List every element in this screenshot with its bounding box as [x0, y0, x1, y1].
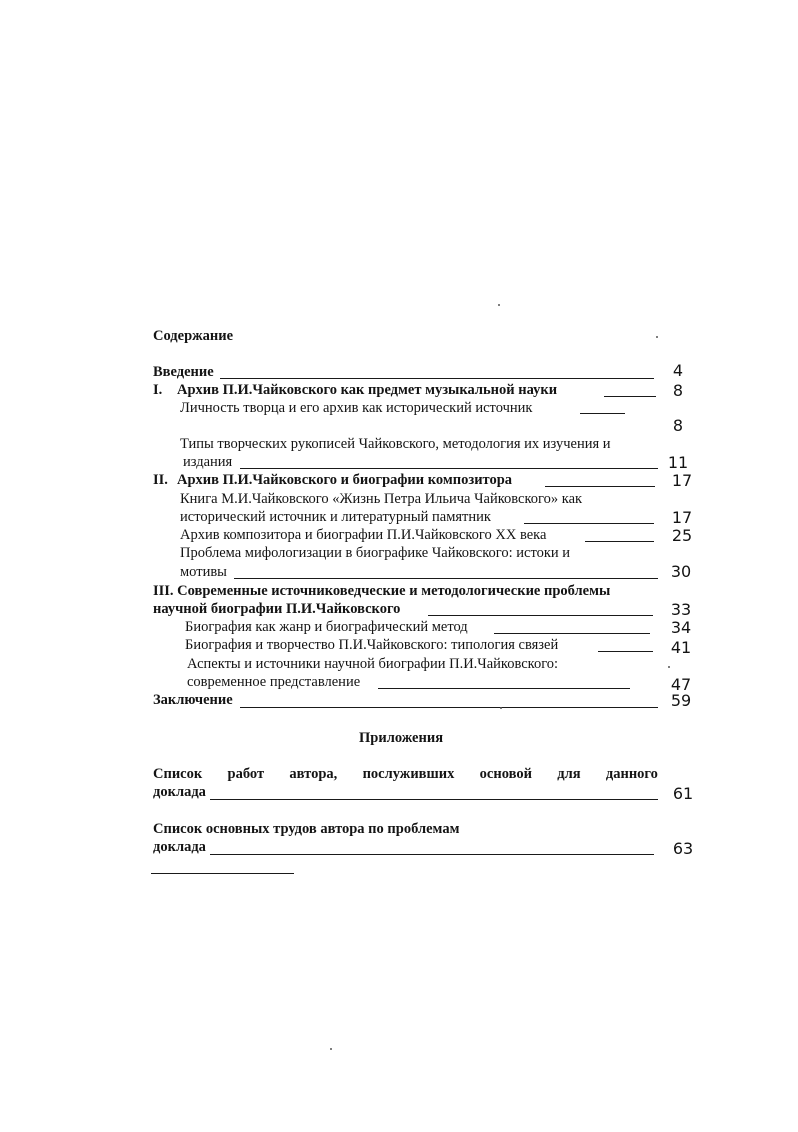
- scan-speck: [498, 304, 500, 306]
- toc-app1-line1: [153, 766, 658, 783]
- toc-ch2-s3-page: 30: [670, 562, 692, 581]
- toc-ch2-num: II.: [153, 472, 168, 488]
- leader-line: [494, 633, 650, 634]
- toc-ch1-num: I.: [153, 382, 163, 398]
- leader-line: [604, 396, 656, 397]
- toc-ch1-s1-page: 8: [672, 416, 684, 435]
- toc-app1-line2: доклада: [153, 784, 206, 800]
- word: Список: [153, 766, 203, 782]
- toc-conclusion-page: 59: [670, 691, 692, 710]
- toc-ch3-line2: научной биографии П.И.Чайковского: [153, 601, 401, 617]
- toc-ch1-label: Архив П.И.Чайковского как предмет музыкальной науки: [177, 382, 558, 398]
- toc-app2-line1: Список основных трудов автора по проблемам: [153, 821, 460, 837]
- toc-ch1-s1-label: Личность творца и его архив как исторический источник: [180, 400, 533, 416]
- scan-speck: [500, 707, 502, 709]
- toc-ch3-line1: III. Современные источниковедческие и методологические проблемы: [153, 583, 611, 599]
- toc-ch3-s3-page: 47: [670, 675, 692, 694]
- leader-line: [545, 486, 655, 487]
- word: работ: [227, 766, 265, 782]
- toc-ch2-s3-line2: мотивы: [180, 564, 227, 580]
- toc-ch3-page: 33: [670, 600, 692, 619]
- leader-line: [598, 651, 653, 652]
- toc-ch3-s3-line2: современное представление: [187, 674, 361, 690]
- leader-line: [524, 523, 654, 524]
- toc-ch2-s1-page: 17: [671, 508, 693, 527]
- toc-app2-page: 63: [672, 839, 694, 858]
- word: данного: [605, 766, 658, 782]
- toc-ch1-s2-line2: издания: [183, 454, 233, 470]
- leader-line: [210, 799, 658, 800]
- toc-ch1-s2-page: 11: [667, 453, 689, 472]
- word: основой: [479, 766, 532, 782]
- toc-ch2-page: 17: [671, 471, 693, 490]
- toc-title: Содержание: [153, 328, 234, 344]
- toc-ch3-s2-label: Биография и творчество П.И.Чайковского: типология связей: [185, 637, 559, 653]
- leader-line: [234, 578, 658, 579]
- toc-ch3-s1-page: 34: [670, 618, 692, 637]
- scan-speck: [668, 666, 670, 668]
- toc-app2-line2: доклада: [153, 839, 206, 855]
- toc-ch3-s2-page: 41: [670, 638, 692, 657]
- toc-ch2-s1-line1: Книга М.И.Чайковского «Жизнь Петра Ильича Чайковского» как: [180, 491, 583, 507]
- word: автора,: [289, 766, 338, 782]
- toc-intro-label: Введение: [153, 364, 214, 380]
- toc-app1-page: 61: [672, 784, 694, 803]
- leader-line: [580, 413, 625, 414]
- word: послуживших: [362, 766, 455, 782]
- scan-speck: [330, 1048, 332, 1050]
- toc-ch2-s2-page: 25: [671, 526, 693, 545]
- toc-ch2-label: Архив П.И.Чайковского и биографии композитора: [177, 472, 513, 488]
- footnote-rule: [151, 873, 294, 874]
- leader-line: [210, 854, 654, 855]
- word: для: [557, 766, 581, 782]
- toc-ch1-s2-line1: Типы творческих рукописей Чайковского, методология их изучения и: [180, 436, 611, 452]
- toc-ch2-s1-line2: исторический источник и литературный памятник: [180, 509, 491, 525]
- toc-conclusion-label: Заключение: [153, 692, 233, 708]
- leader-line: [428, 615, 653, 616]
- leader-line: [240, 468, 658, 469]
- toc-intro-page: 4: [672, 361, 684, 380]
- toc-ch3-s3-line1: Аспекты и источники научной биографии П.И.Чайковского:: [187, 656, 559, 672]
- toc-ch1-page: 8: [672, 381, 684, 400]
- toc-ch2-s2-label: Архив композитора и биографии П.И.Чайковского XX века: [180, 527, 547, 543]
- leader-line: [378, 688, 630, 689]
- toc-ch2-s3-line1: Проблема мифологизации в биографике Чайковского: истоки и: [180, 545, 571, 561]
- scan-speck: [656, 336, 658, 338]
- leader-line: [220, 378, 654, 379]
- appendix-title: Приложения: [359, 730, 444, 746]
- leader-line: [585, 541, 654, 542]
- toc-ch3-s1-label: Биография как жанр и биографический метод: [185, 619, 468, 635]
- leader-line: [240, 707, 658, 708]
